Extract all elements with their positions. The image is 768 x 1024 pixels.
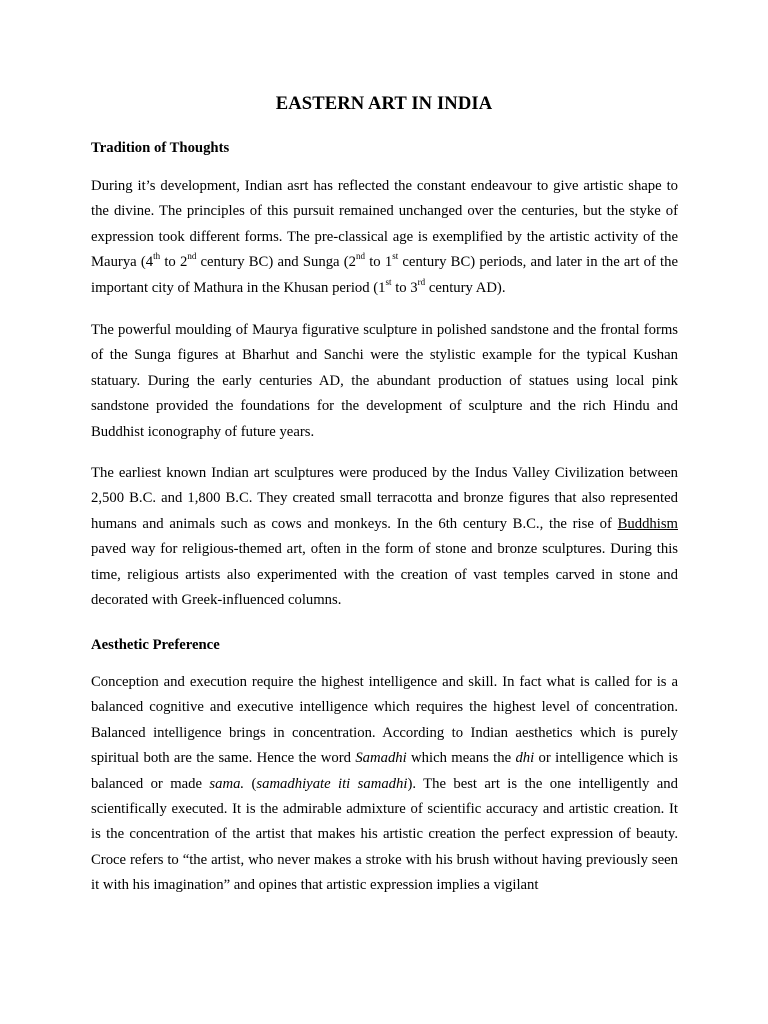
paragraph-development: During it’s development, Indian asrt has reflected the constant endeavour to give artistic shape to the divine. The principles of this pursuit remained unchanged over the centuries, but the styke of expression took different forms. The pre-classical age is exemplified by the artistic activity of the Maurya (4th to 2nd century BC) and Sunga (2nd to 1st century BC) periods, and later in the art of the important city of Mathura in the Khusan period (1st to 3rd century AD). [91, 178, 678, 296]
paragraph-maurya-sculpture: The powerful moulding of Maurya figurative sculpture in polished sandstone and the frontal forms of the Sunga figures at Bharhut and Sanchi were the stylistic example for the typical Kushan statuary. During the early centuries AD, the abundant production of statues using local pink sandstone provided the foundations for the development of sculpture and the rich Hindu and Buddhist iconography of future years. [91, 322, 678, 440]
buddhism-link[interactable]: Buddhism [617, 515, 678, 532]
paragraph-conception: Conception and execution require the highest intelligence and skill. In fact what is called for is a balanced cognitive and executive intelligence which requires the highest level of concentration. Balanced intelligence brings in concentration. According to Indian aesthetics which is purely spiritual both are the same. Hence the word Samadhi which means the dhi or intelligence which is balanced or made sama. (samadhiyate iti samadhi). The best art is the one intelligently and scientifically executed. It is the admirable admixture of scientific accuracy and artistic creation. It is the concentration of the artist that makes his artistic creation the perfect expression of beauty. Croce refers to “the artist, who never makes a stroke with his brush without having previously seen it with his imagination” and opines that artistic expression implies a vigilant [91, 674, 679, 894]
paragraph-earliest-sculptures: The earliest known Indian art sculptures were produced by the Indus Valley Civilization between 2,500 B.C. and 1,800 B.C. They created small terracotta and bronze figures that also represented humans and animals such as cows and monkeys. In the 6th century B.C., the rise of Buddhism paved way for religious-themed art, often in the form of stone and bronze sculptures. During this time, religious artists also experimented with the creation of vast temples carved in stone and decorated with Greek-influenced columns. [91, 465, 678, 609]
section-heading-aesthetic: Aesthetic Preference [91, 637, 220, 653]
document-title: EASTERN ART IN INDIA [275, 93, 493, 114]
section-heading-tradition: Tradition of Thoughts [91, 140, 230, 156]
